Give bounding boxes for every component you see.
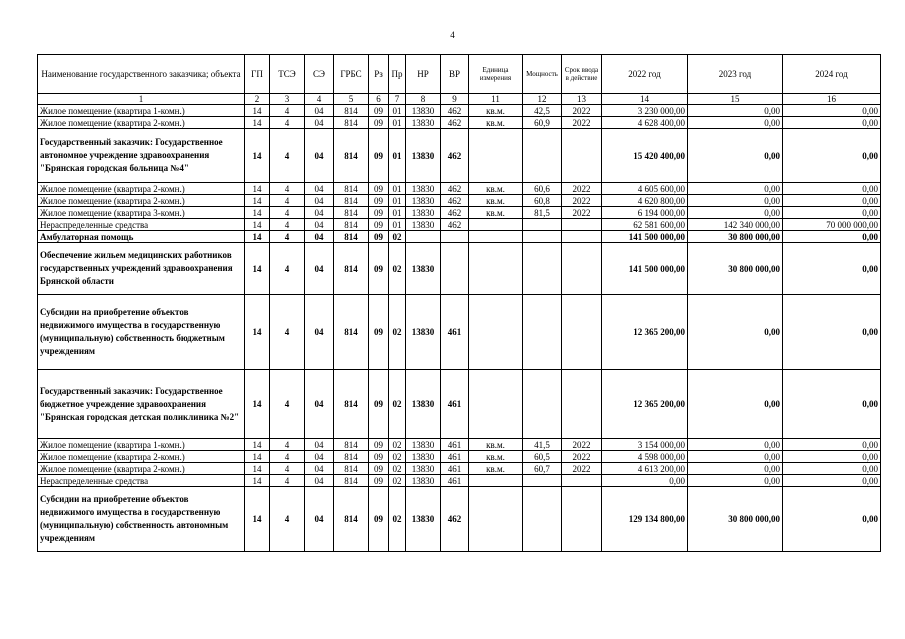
table-cell [469, 129, 523, 183]
table-row [38, 183, 881, 195]
col-header-grbs: ГРБС [334, 55, 369, 94]
table-cell: 01 [389, 129, 406, 183]
col-header-vr: ВР [441, 55, 469, 94]
table-cell [469, 243, 523, 295]
table-cell: 04 [305, 195, 334, 207]
table-row [38, 195, 881, 207]
col-header-rz: Рз [369, 55, 389, 94]
table-cell: 02 [389, 487, 406, 552]
table-cell: 04 [305, 487, 334, 552]
table-cell: 04 [305, 243, 334, 295]
row-name-cell: Жилое помещение (квартира 1-комн.) [38, 105, 245, 117]
table-row [38, 475, 881, 487]
table-cell: 09 [369, 183, 389, 195]
table-cell: 4 [270, 475, 305, 487]
table-cell: 14 [245, 295, 270, 370]
table-cell: 14 [245, 207, 270, 219]
table-cell: 14 [245, 439, 270, 451]
table-cell: 01 [389, 207, 406, 219]
table-cell: 04 [305, 219, 334, 231]
table-cell: 0,00 [688, 475, 783, 487]
table-cell: 09 [369, 451, 389, 463]
table-cell: 461 [441, 439, 469, 451]
table-cell [469, 231, 523, 243]
table-cell: 13830 [406, 295, 441, 370]
table-cell: 4 [270, 219, 305, 231]
row-name-cell: Нераспределенные средства [38, 475, 245, 487]
table-cell: 12 365 200,00 [602, 370, 688, 439]
budget-table [37, 54, 881, 552]
col-header-tse: ТСЭ [270, 55, 305, 94]
table-cell [562, 219, 602, 231]
table-cell: 814 [334, 439, 369, 451]
table-cell: 4 [270, 243, 305, 295]
table-cell: 0,00 [688, 105, 783, 117]
table-cell: 01 [389, 105, 406, 117]
table-cell: 462 [441, 105, 469, 117]
table-cell: 41,5 [523, 439, 562, 451]
table-cell: 09 [369, 243, 389, 295]
table-cell: 4 605 600,00 [602, 183, 688, 195]
table-cell [469, 370, 523, 439]
table-cell: 14 [245, 117, 270, 129]
table-cell: 60,5 [523, 451, 562, 463]
column-number: 15 [688, 94, 783, 105]
table-cell: 09 [369, 475, 389, 487]
table-cell: 0,00 [783, 129, 881, 183]
table-row [38, 451, 881, 463]
table-cell: 14 [245, 105, 270, 117]
table-cell: 13830 [406, 129, 441, 183]
table-cell: 15 420 400,00 [602, 129, 688, 183]
table-cell: 0,00 [688, 451, 783, 463]
row-name-cell: Жилое помещение (квартира 2-комн.) [38, 117, 245, 129]
table-cell: 13830 [406, 451, 441, 463]
table-cell [523, 219, 562, 231]
col-header-name: Наименование государственного заказчика; объекта [38, 55, 245, 94]
table-cell: 814 [334, 243, 369, 295]
table-cell: 04 [305, 105, 334, 117]
table-cell: 09 [369, 219, 389, 231]
table-cell: 814 [334, 219, 369, 231]
table-cell: 142 340 000,00 [688, 219, 783, 231]
table-cell [469, 295, 523, 370]
table-row [38, 219, 881, 231]
table-cell: 0,00 [783, 195, 881, 207]
table-cell: 0,00 [688, 183, 783, 195]
table-cell: 30 800 000,00 [688, 231, 783, 243]
row-name-cell: Жилое помещение (квартира 2-комн.) [38, 195, 245, 207]
table-cell: 129 134 800,00 [602, 487, 688, 552]
col-header-2023: 2023 год [688, 55, 783, 94]
table-cell: 814 [334, 370, 369, 439]
table-row [38, 105, 881, 117]
column-number: 12 [523, 94, 562, 105]
col-header-nr: НР [406, 55, 441, 94]
table-cell: кв.м. [469, 183, 523, 195]
col-header-pr: Пр [389, 55, 406, 94]
table-cell: 09 [369, 439, 389, 451]
table-cell: 0,00 [783, 487, 881, 552]
row-name-cell: Субсидии на приобретение объектов недвижимого имущества в государственную (муниципальную) собственность бюджетным учреждениям [38, 295, 245, 370]
table-cell: 13830 [406, 117, 441, 129]
table-cell: 09 [369, 463, 389, 475]
table-cell: 02 [389, 243, 406, 295]
table-cell: 02 [389, 295, 406, 370]
table-cell: 13830 [406, 105, 441, 117]
col-header-capacity: Мощность [523, 55, 562, 94]
table-cell: 13830 [406, 219, 441, 231]
column-number: 13 [562, 94, 602, 105]
table-cell: 02 [389, 463, 406, 475]
table-cell: 0,00 [783, 207, 881, 219]
table-cell: 3 154 000,00 [602, 439, 688, 451]
table-cell: 13830 [406, 439, 441, 451]
table-cell: 2022 [562, 207, 602, 219]
col-header-se: СЭ [305, 55, 334, 94]
table-cell [523, 487, 562, 552]
table-cell: 4 [270, 463, 305, 475]
table-cell: 814 [334, 487, 369, 552]
table-cell: 0,00 [783, 231, 881, 243]
table-row [38, 117, 881, 129]
column-number: 9 [441, 94, 469, 105]
table-cell [441, 243, 469, 295]
table-cell: 141 500 000,00 [602, 243, 688, 295]
table-cell: 0,00 [688, 370, 783, 439]
table-cell: 0,00 [783, 183, 881, 195]
table-cell: 4 620 800,00 [602, 195, 688, 207]
table-cell [523, 475, 562, 487]
table-cell: 0,00 [783, 463, 881, 475]
table-cell [562, 487, 602, 552]
table-cell: 461 [441, 370, 469, 439]
col-header-2024: 2024 год [783, 55, 881, 94]
table-cell [523, 295, 562, 370]
table-cell: 2022 [562, 105, 602, 117]
page-number: 4 [450, 30, 455, 40]
table-cell: 0,00 [688, 207, 783, 219]
table-cell: 462 [441, 195, 469, 207]
table-cell [562, 129, 602, 183]
table-cell: 462 [441, 207, 469, 219]
table-cell: 0,00 [783, 370, 881, 439]
table-cell: кв.м. [469, 195, 523, 207]
table-cell: 09 [369, 370, 389, 439]
table-cell: 04 [305, 463, 334, 475]
table-cell: 14 [245, 451, 270, 463]
table-cell: 4 598 000,00 [602, 451, 688, 463]
table-cell: 42,5 [523, 105, 562, 117]
table-cell: 04 [305, 295, 334, 370]
table-cell: 814 [334, 183, 369, 195]
table-cell: 0,00 [783, 295, 881, 370]
table-cell: 13830 [406, 195, 441, 207]
table-cell: 04 [305, 451, 334, 463]
table-cell [469, 475, 523, 487]
table-cell: 14 [245, 129, 270, 183]
table-cell: 09 [369, 231, 389, 243]
table-cell: 13830 [406, 463, 441, 475]
table-cell: 0,00 [688, 463, 783, 475]
table-row [38, 370, 881, 439]
table-cell: 0,00 [688, 195, 783, 207]
table-cell: 04 [305, 117, 334, 129]
column-number: 4 [305, 94, 334, 105]
col-header-2022: 2022 год [602, 55, 688, 94]
table-cell: 04 [305, 129, 334, 183]
table-cell: 09 [369, 195, 389, 207]
table-cell [562, 370, 602, 439]
table-cell: 462 [441, 487, 469, 552]
table-cell: 04 [305, 439, 334, 451]
table-cell: 0,00 [783, 439, 881, 451]
table-cell: кв.м. [469, 463, 523, 475]
table-cell: 814 [334, 195, 369, 207]
table-cell: 2022 [562, 195, 602, 207]
table-cell: 4 [270, 183, 305, 195]
table-cell [562, 243, 602, 295]
table-cell: 4 613 200,00 [602, 463, 688, 475]
table-cell: 0,00 [783, 243, 881, 295]
table-cell [523, 370, 562, 439]
table-cell: 4 [270, 105, 305, 117]
table-cell: 0,00 [688, 439, 783, 451]
table-cell: 6 194 000,00 [602, 207, 688, 219]
table-cell: 04 [305, 475, 334, 487]
table-cell: 14 [245, 370, 270, 439]
table-cell: 814 [334, 463, 369, 475]
table-cell: 461 [441, 475, 469, 487]
row-name-cell: Жилое помещение (квартира 2-комн.) [38, 451, 245, 463]
table-cell: 02 [389, 231, 406, 243]
table-cell: 14 [245, 219, 270, 231]
table-cell: 814 [334, 105, 369, 117]
table-cell: 14 [245, 183, 270, 195]
table-cell: 0,00 [688, 129, 783, 183]
table-cell: 4 [270, 195, 305, 207]
table-cell [523, 129, 562, 183]
table-cell: 0,00 [783, 105, 881, 117]
table-row [38, 295, 881, 370]
table-cell: 462 [441, 219, 469, 231]
table-cell: 12 365 200,00 [602, 295, 688, 370]
table-cell: 02 [389, 475, 406, 487]
column-number: 5 [334, 94, 369, 105]
table-cell: 4 [270, 487, 305, 552]
table-cell: 814 [334, 475, 369, 487]
table-cell: 462 [441, 183, 469, 195]
table-row [38, 487, 881, 552]
table-cell: 04 [305, 231, 334, 243]
table-cell: 01 [389, 195, 406, 207]
table-cell: 01 [389, 183, 406, 195]
table-cell: 2022 [562, 183, 602, 195]
table-cell: 4 [270, 207, 305, 219]
table-cell: 0,00 [688, 295, 783, 370]
header-row [38, 55, 881, 94]
table-cell: 02 [389, 439, 406, 451]
col-header-unit: Единица измерения [469, 55, 523, 94]
table-cell: 4 [270, 370, 305, 439]
table-cell [562, 475, 602, 487]
table-cell: 814 [334, 451, 369, 463]
table-cell: 02 [389, 370, 406, 439]
table-cell: 70 000 000,00 [783, 219, 881, 231]
table-cell [562, 295, 602, 370]
column-number: 3 [270, 94, 305, 105]
row-name-cell: Амбулаторная помощь [38, 231, 245, 243]
table-cell: 14 [245, 243, 270, 295]
table-cell: 814 [334, 117, 369, 129]
table-cell: 461 [441, 463, 469, 475]
row-name-cell: Государственный заказчик: Государственное бюджетное учреждение здравоохранения "Брянская городская детская поликлиника №2" [38, 370, 245, 439]
table-cell [523, 243, 562, 295]
row-name-cell: Жилое помещение (квартира 3-комн.) [38, 207, 245, 219]
table-cell: 09 [369, 129, 389, 183]
column-number: 8 [406, 94, 441, 105]
table-cell: 4 [270, 451, 305, 463]
table-cell: 4 [270, 439, 305, 451]
table-cell: 60,9 [523, 117, 562, 129]
table-cell: 0,00 [783, 117, 881, 129]
table-cell: 2022 [562, 117, 602, 129]
table-cell: 13830 [406, 487, 441, 552]
table-cell [406, 231, 441, 243]
row-name-cell: Жилое помещение (квартира 2-комн.) [38, 463, 245, 475]
table-cell: 2022 [562, 439, 602, 451]
table-cell [441, 231, 469, 243]
table-cell: 60,8 [523, 195, 562, 207]
table-cell: 09 [369, 207, 389, 219]
table-cell: 01 [389, 117, 406, 129]
table-cell: 462 [441, 117, 469, 129]
column-number: 16 [783, 94, 881, 105]
table-cell [523, 231, 562, 243]
table-cell: кв.м. [469, 117, 523, 129]
table-cell: 02 [389, 451, 406, 463]
column-number: 6 [369, 94, 389, 105]
table-cell: 4 628 400,00 [602, 117, 688, 129]
table-cell: кв.м. [469, 105, 523, 117]
table-row [38, 129, 881, 183]
table-cell: 04 [305, 207, 334, 219]
table-cell: 13830 [406, 183, 441, 195]
table-cell: 09 [369, 487, 389, 552]
table-cell: 814 [334, 207, 369, 219]
table-cell: 4 [270, 295, 305, 370]
table-cell: 13830 [406, 243, 441, 295]
table-cell: 0,00 [688, 117, 783, 129]
table-cell: 462 [441, 129, 469, 183]
table-cell: кв.м. [469, 207, 523, 219]
table-cell: 14 [245, 195, 270, 207]
column-number: 7 [389, 94, 406, 105]
table-cell: 0,00 [783, 451, 881, 463]
table-row [38, 231, 881, 243]
row-name-cell: Субсидии на приобретение объектов недвижимого имущества в государственную (муниципальную) собственность автономным учреждениям [38, 487, 245, 552]
table-cell: 81,5 [523, 207, 562, 219]
table-cell: 04 [305, 183, 334, 195]
table-cell: 13830 [406, 370, 441, 439]
row-name-cell: Жилое помещение (квартира 1-комн.) [38, 439, 245, 451]
table-cell: 04 [305, 370, 334, 439]
table-cell: 60,7 [523, 463, 562, 475]
table-cell: 0,00 [783, 475, 881, 487]
table-cell: 09 [369, 295, 389, 370]
table-cell: 13830 [406, 207, 441, 219]
row-name-cell: Нераспределенные средства [38, 219, 245, 231]
table-cell: 4 [270, 117, 305, 129]
table-cell: 09 [369, 105, 389, 117]
table-row [38, 243, 881, 295]
table-cell: 461 [441, 451, 469, 463]
table-cell: 3 230 000,00 [602, 105, 688, 117]
col-header-gp: ГП [245, 55, 270, 94]
table-cell: 14 [245, 231, 270, 243]
table-row [38, 463, 881, 475]
table-cell: 2022 [562, 451, 602, 463]
table-cell: 141 500 000,00 [602, 231, 688, 243]
table-cell: 4 [270, 231, 305, 243]
table-cell: 14 [245, 475, 270, 487]
table-cell: 0,00 [602, 475, 688, 487]
column-number-row [38, 94, 881, 105]
table-cell: кв.м. [469, 451, 523, 463]
table-cell: 461 [441, 295, 469, 370]
table-cell: 14 [245, 463, 270, 475]
column-number: 14 [602, 94, 688, 105]
table-cell: 60,6 [523, 183, 562, 195]
table-cell: 09 [369, 117, 389, 129]
table-row [38, 207, 881, 219]
table-cell: 01 [389, 219, 406, 231]
table-body [38, 94, 881, 552]
column-number: 11 [469, 94, 523, 105]
row-name-cell: Государственный заказчик: Государственное автономное учреждение здравоохранения "Брянская городская больница №4" [38, 129, 245, 183]
table-cell: 814 [334, 129, 369, 183]
column-number: 2 [245, 94, 270, 105]
table-cell: 814 [334, 295, 369, 370]
table-cell: кв.м. [469, 439, 523, 451]
table-cell: 14 [245, 487, 270, 552]
table-cell: 4 [270, 129, 305, 183]
table-cell: 30 800 000,00 [688, 243, 783, 295]
table-cell [469, 219, 523, 231]
table-row [38, 439, 881, 451]
table-cell: 814 [334, 231, 369, 243]
column-number: 1 [38, 94, 245, 105]
row-name-cell: Обеспечение жильем медицинских работников государственных учреждений здравоохранения Брянской области [38, 243, 245, 295]
table-cell: 13830 [406, 475, 441, 487]
table-cell [562, 231, 602, 243]
col-header-commissioning: Срок ввода в действие [562, 55, 602, 94]
table-cell: 30 800 000,00 [688, 487, 783, 552]
row-name-cell: Жилое помещение (квартира 2-комн.) [38, 183, 245, 195]
table-cell: 2022 [562, 463, 602, 475]
table-cell [469, 487, 523, 552]
table-cell: 62 581 600,00 [602, 219, 688, 231]
